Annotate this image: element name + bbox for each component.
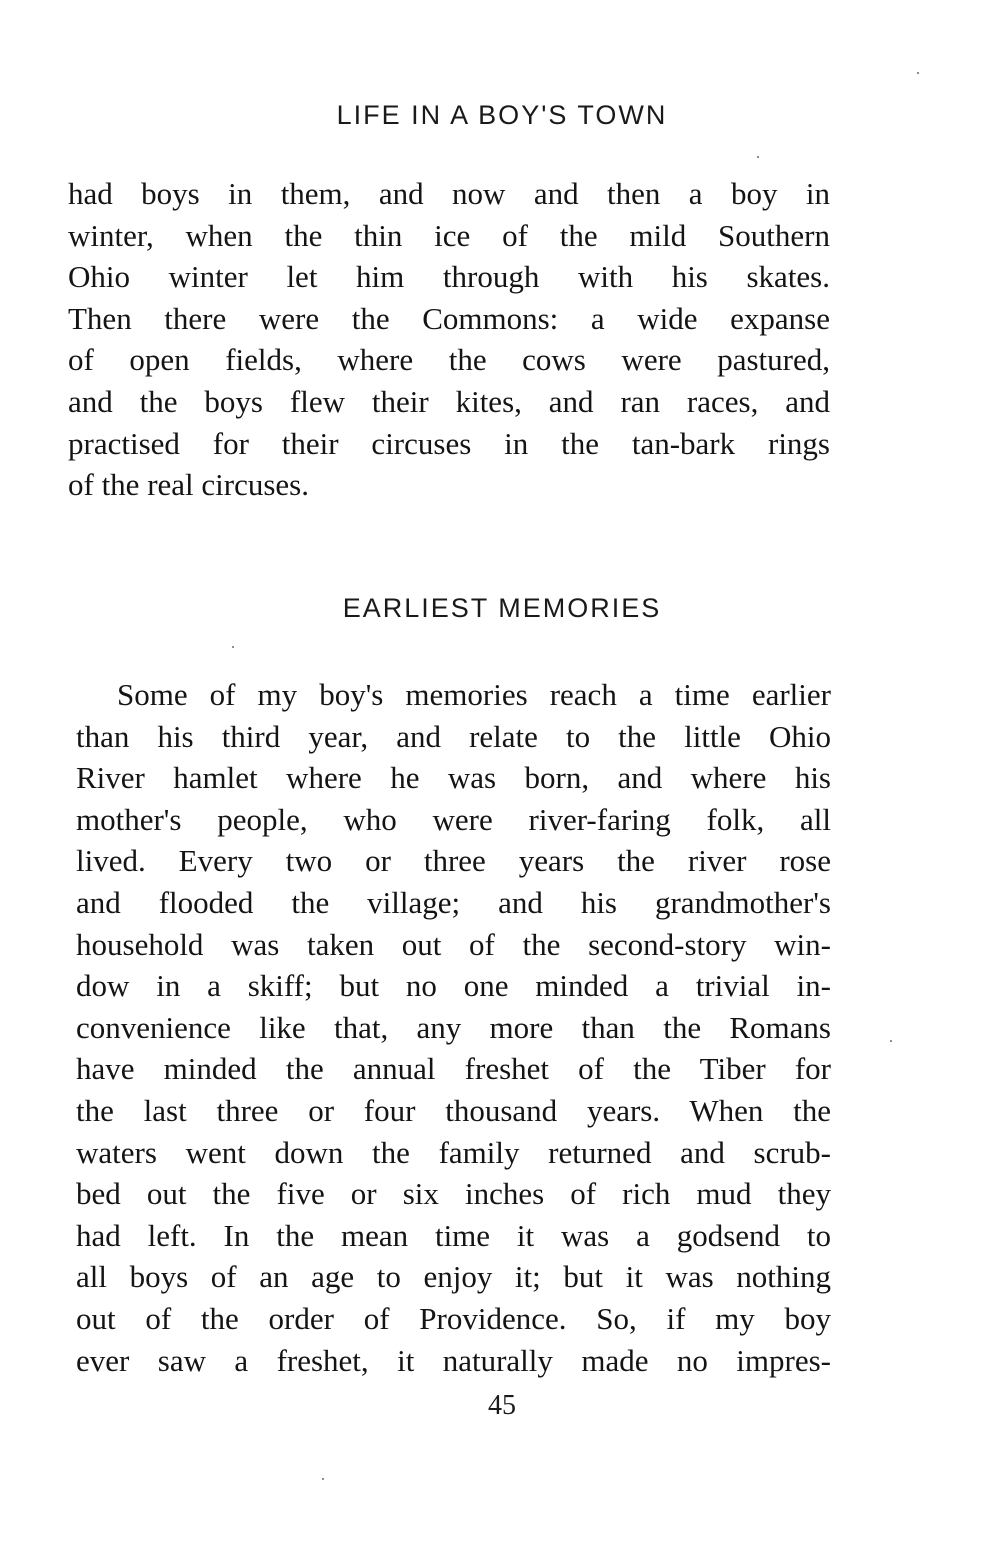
text-line: ever saw a freshet, it naturally made no impres- — [76, 1342, 831, 1378]
text-line: have minded the annual freshet of the Tiber for — [76, 1051, 831, 1087]
text-line: dow in a skiff; but no one minded a trivial in- — [76, 968, 831, 1004]
text-line: and flooded the village; and his grandmother's — [76, 884, 831, 920]
text-line: had left. In the mean time it was a godsend to — [76, 1217, 831, 1253]
text-line: mother's people, who were river-faring folk, all — [76, 801, 831, 837]
scan-speck — [322, 1478, 324, 1480]
scan-speck — [232, 646, 234, 648]
scan-speck — [917, 72, 919, 74]
text-line: Ohio winter let him through with his skates. — [68, 259, 830, 295]
text-line: than his third year, and relate to the little Ohio — [76, 718, 831, 754]
text-line: of the real circuses. — [68, 467, 309, 503]
text-line: Some of my boy's memories reach a time earlier — [117, 677, 831, 712]
text-line: and the boys flew their kites, and ran races, and — [68, 383, 830, 419]
text-line: Then there were the Commons: a wide expanse — [68, 300, 830, 336]
text-line: household was taken out of the second-story win- — [76, 926, 831, 962]
paragraph-continued — [68, 173, 830, 506]
text-line: winter, when the thin ice of the mild Southern — [68, 217, 830, 253]
text-line: convenience like that, any more than the Romans — [76, 1009, 831, 1045]
scan-speck — [757, 156, 759, 158]
text-line: the last three or four thousand years. When the — [76, 1092, 831, 1128]
text-line: lived. Every two or three years the river rose — [76, 843, 831, 879]
text-line: out of the order of Providence. So, if my boy — [76, 1300, 831, 1336]
running-head: LIFE IN A BOY'S TOWN — [336, 100, 668, 130]
section-heading: EARLIEST MEMORIES — [342, 593, 662, 623]
text-line: River hamlet where he was born, and where his — [76, 760, 831, 796]
text-line: bed out the five or six inches of rich mud they — [76, 1176, 831, 1212]
scan-speck — [890, 1040, 892, 1042]
page-number: 45 — [488, 1390, 516, 1421]
paragraph-earliest-memories — [76, 674, 831, 1381]
text-line: of open fields, where the cows were pastured, — [68, 342, 830, 378]
text-line: all boys of an age to enjoy it; but it was nothing — [76, 1259, 831, 1295]
text-line: practised for their circuses in the tan-bark rings — [68, 425, 830, 461]
text-line: had boys in them, and now and then a boy in — [68, 176, 830, 211]
text-line: waters went down the family returned and scrub- — [76, 1134, 831, 1170]
